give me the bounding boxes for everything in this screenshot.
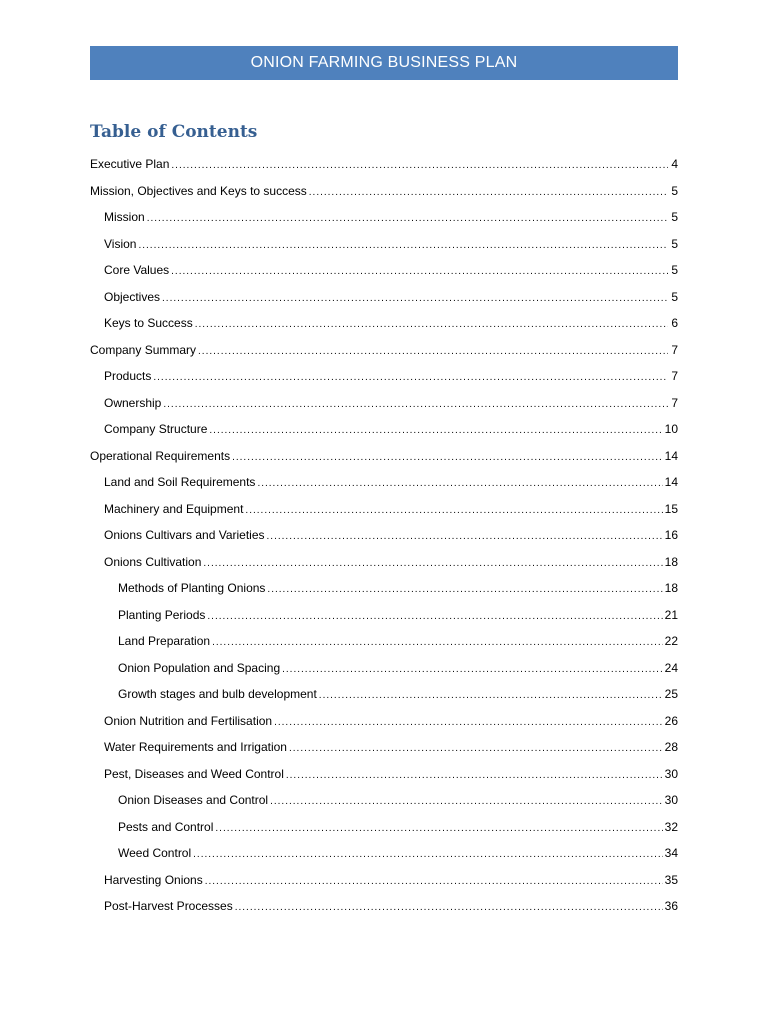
- document-title: ONION FARMING BUSINESS PLAN: [250, 54, 518, 71]
- toc-entry-title: Onions Cultivars and Varieties: [104, 528, 265, 542]
- toc-entry[interactable]: [90, 416, 678, 443]
- toc-entry[interactable]: [90, 549, 678, 576]
- toc-entry[interactable]: [90, 814, 678, 841]
- toc-entry-page-number: 36: [664, 899, 678, 913]
- toc-dot-leader: [235, 895, 663, 920]
- toc-entry-title: Company Summary: [90, 342, 197, 357]
- toc-dot-leader: [163, 392, 668, 417]
- toc-entry-title: Water Requirements and Irrigation: [104, 740, 287, 754]
- toc-entry[interactable]: [90, 628, 678, 655]
- toc-dot-leader: [147, 206, 668, 231]
- table-of-contents: [90, 151, 678, 920]
- toc-dot-leader: [198, 339, 668, 364]
- toc-entry-title: Land and Soil Requirements: [104, 475, 256, 489]
- toc-entry-page-number: 35: [664, 872, 678, 887]
- toc-dot-leader: [270, 789, 663, 814]
- toc-entry[interactable]: [90, 284, 678, 311]
- toc-entry-page-number: 25: [664, 687, 678, 701]
- toc-entry[interactable]: [90, 443, 678, 470]
- toc-entry-title: Company Structure: [104, 422, 208, 436]
- toc-entry-page-number: 16: [664, 528, 678, 542]
- toc-entry-page-number: 26: [664, 713, 678, 728]
- toc-dot-leader: [319, 683, 663, 708]
- toc-entry-title: Planting Periods: [118, 607, 206, 622]
- toc-dot-leader: [203, 551, 662, 576]
- toc-entry[interactable]: [90, 575, 678, 602]
- toc-entry-page-number: 14: [664, 475, 678, 489]
- toc-entry-page-number: 5: [671, 236, 678, 251]
- toc-entry-title: Growth stages and bulb development: [118, 687, 317, 701]
- toc-entry-page-number: 10: [664, 422, 678, 436]
- toc-entry[interactable]: [90, 602, 678, 629]
- toc-entry-page-number: 18: [664, 581, 678, 595]
- toc-dot-leader: [162, 286, 668, 311]
- toc-entry[interactable]: [90, 522, 678, 549]
- toc-entry[interactable]: [90, 734, 678, 761]
- toc-entry[interactable]: [90, 204, 678, 231]
- toc-entry-title: Keys to Success: [104, 316, 193, 330]
- toc-dot-leader: [153, 365, 668, 390]
- toc-entry-title: Onions Cultivation: [104, 554, 202, 569]
- toc-dot-leader: [207, 604, 662, 629]
- toc-entry-page-number: 14: [664, 448, 678, 463]
- toc-entry-page-number: 24: [664, 660, 678, 675]
- toc-entry-title: Executive Plan: [90, 157, 170, 171]
- toc-entry[interactable]: [90, 761, 678, 788]
- toc-entry[interactable]: [90, 681, 678, 708]
- toc-entry-title: Core Values: [104, 263, 170, 277]
- toc-dot-leader: [267, 577, 662, 602]
- toc-entry[interactable]: [90, 469, 678, 496]
- toc-entry-page-number: 30: [664, 793, 678, 807]
- toc-entry[interactable]: [90, 257, 678, 284]
- toc-entry[interactable]: [90, 655, 678, 682]
- document-title-banner: [90, 46, 678, 80]
- toc-dot-leader: [171, 259, 668, 284]
- toc-entry-title: Onion Nutrition and Fertilisation: [104, 713, 273, 728]
- toc-entry[interactable]: [90, 151, 678, 178]
- toc-entry-page-number: 30: [664, 766, 678, 781]
- toc-entry-title: Methods of Planting Onions: [118, 581, 266, 595]
- toc-entry-page-number: 5: [671, 210, 678, 224]
- toc-entry-page-number: 32: [664, 819, 678, 834]
- toc-entry-title: Post-Harvest Processes: [104, 899, 233, 913]
- toc-dot-leader: [205, 869, 663, 894]
- toc-dot-leader: [138, 233, 668, 258]
- toc-entry-page-number: 5: [671, 289, 678, 304]
- toc-dot-leader: [195, 312, 668, 337]
- toc-entry-title: Land Preparation: [118, 634, 211, 648]
- toc-entry[interactable]: [90, 708, 678, 735]
- toc-entry-title: Weed Control: [118, 846, 192, 860]
- toc-entry-title: Onion Population and Spacing: [118, 660, 281, 675]
- toc-entry-title: Vision: [104, 236, 137, 251]
- toc-dot-leader: [212, 630, 663, 655]
- toc-entry-title: Machinery and Equipment: [104, 501, 244, 516]
- toc-entry[interactable]: [90, 867, 678, 894]
- toc-entry-page-number: 15: [664, 501, 678, 516]
- toc-entry[interactable]: [90, 337, 678, 364]
- toc-entry-page-number: 4: [671, 157, 678, 171]
- toc-entry-title: Pests and Control: [118, 819, 214, 834]
- toc-entry-page-number: 22: [664, 634, 678, 648]
- toc-entry-title: Mission: [104, 210, 145, 224]
- toc-dot-leader: [257, 471, 662, 496]
- toc-dot-leader: [215, 816, 662, 841]
- toc-dot-leader: [282, 657, 663, 682]
- toc-entry[interactable]: [90, 178, 678, 205]
- toc-entry[interactable]: [90, 840, 678, 867]
- toc-entry-page-number: 7: [671, 395, 678, 410]
- toc-entry[interactable]: [90, 496, 678, 523]
- toc-dot-leader: [274, 710, 663, 735]
- toc-dot-leader: [209, 418, 662, 443]
- toc-dot-leader: [171, 153, 668, 178]
- toc-entry-page-number: 34: [664, 846, 678, 860]
- toc-entry[interactable]: [90, 363, 678, 390]
- toc-entry-title: Harvesting Onions: [104, 872, 203, 887]
- toc-entry-page-number: 18: [664, 554, 678, 569]
- toc-entry-title: Ownership: [104, 395, 162, 410]
- toc-entry[interactable]: [90, 787, 678, 814]
- toc-entry-title: Pest, Diseases and Weed Control: [104, 766, 284, 781]
- toc-entry-page-number: 5: [671, 183, 678, 198]
- toc-entry-title: Objectives: [104, 289, 161, 304]
- toc-entry[interactable]: [90, 310, 678, 337]
- toc-entry-title: Products: [104, 369, 152, 383]
- toc-entry-title: Operational Requirements: [90, 448, 231, 463]
- toc-entry-title: Mission, Objectives and Keys to success: [90, 183, 307, 198]
- toc-entry-title: Onion Diseases and Control: [118, 793, 269, 807]
- toc-dot-leader: [267, 524, 663, 549]
- toc-entry-page-number: 6: [671, 316, 678, 330]
- toc-dot-leader: [309, 180, 668, 205]
- toc-entry-page-number: 21: [664, 607, 678, 622]
- toc-entry[interactable]: [90, 231, 678, 258]
- toc-dot-leader: [193, 842, 662, 867]
- toc-entry[interactable]: [90, 893, 678, 920]
- toc-dot-leader: [289, 736, 663, 761]
- toc-dot-leader: [286, 763, 663, 788]
- toc-entry[interactable]: [90, 390, 678, 417]
- toc-heading: Table of Contents: [90, 122, 258, 142]
- toc-entry-page-number: 28: [664, 740, 678, 754]
- toc-entry-page-number: 7: [671, 369, 678, 383]
- toc-dot-leader: [245, 498, 662, 523]
- toc-entry-page-number: 5: [671, 263, 678, 277]
- toc-dot-leader: [232, 445, 663, 470]
- toc-entry-page-number: 7: [671, 342, 678, 357]
